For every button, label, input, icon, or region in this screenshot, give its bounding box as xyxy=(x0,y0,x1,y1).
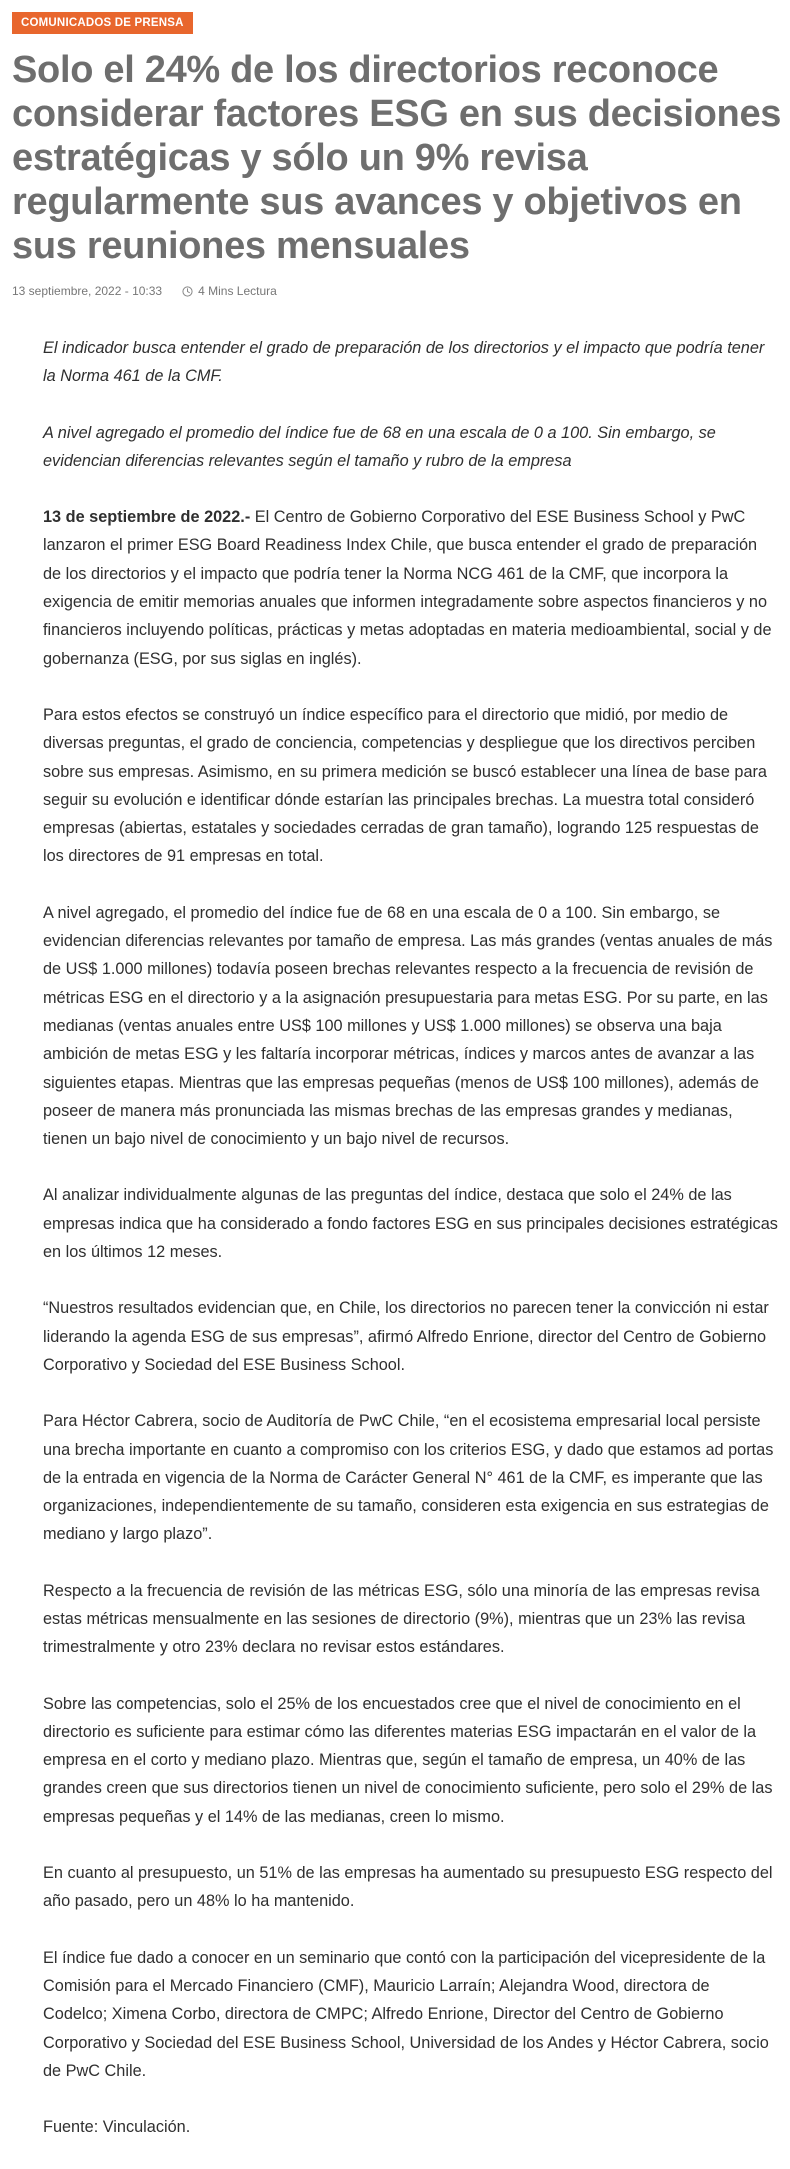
clock-icon xyxy=(182,286,193,297)
page-title: Solo el 24% de los directorios reconoce considerar factores ESG en sus decisiones estratégicas y sólo un 9% revisa regularmente sus avances y objetivos en sus reuniones mensuales xyxy=(12,49,782,267)
paragraph-9: En cuanto al presupuesto, un 51% de las empresas ha aumentado su presupuesto ESG respecto del año pasado, pero un 48% lo ha mantenido. xyxy=(43,1864,773,1911)
paragraph-6: Para Héctor Cabrera, socio de Auditoría de PwC Chile, “en el ecosistema empresarial local persiste una brecha importante en cuanto a compromiso con los criterios ESG, y dado que estamos ad portas de la entrada en vigencia de la Norma de Carácter General N° 461 de la CMF, es imperante que las organizaciones, independientemente de su tamaño, consideren esta exigencia en sus estrategias de mediano y largo plazo”. xyxy=(43,1412,774,1544)
source-line: Fuente: Vinculación. xyxy=(43,2118,191,2137)
paragraph-8: Sobre las competencias, solo el 25% de los encuestados cree que el nivel de conocimiento en el directorio es suficiente para estimar cómo las diferentes materias ESG impactarán en el valor de la empresa en el corto y mediano plazo. Mientras que, según el tamaño de empresa, un 40% de las grandes creen que sus directorios tienen un nivel de conocimiento suficiente, pero solo el 29% de las empresas pequeñas y el 14% de las medianas, creen lo mismo. xyxy=(43,1694,773,1826)
article-meta xyxy=(12,284,277,298)
lead-paragraph-2: A nivel agregado el promedio del índice fue de 68 en una escala de 0 a 100. Sin embargo, se evidencian diferencias relevantes según el tamaño y rubro de la empresa xyxy=(43,423,716,470)
paragraph-4: Al analizar individualmente algunas de las preguntas del índice, destaca que solo el 24% de las empresas indica que ha considerado a fondo factores ESG en sus principales decisiones estratégicas en los últimos 12 meses. xyxy=(43,1186,778,1262)
category-badge[interactable]: COMUNICADOS DE PRENSA xyxy=(12,12,193,34)
dateline: 13 de septiembre de 2022.- xyxy=(43,508,251,527)
paragraph-3: A nivel agregado, el promedio del índice fue de 68 en una escala de 0 a 100. Sin embargo, se evidencian diferencias relevantes por tamaño de empresa. Las más grandes (ventas anuales de más de US$ 1.000 millones) todavía poseen brechas relevantes respecto a la frecuencia de revisión de métricas ESG en el directorio y a la asignación presupuestaria para metas ESG. Por su parte, en las medianas (ventas anuales entre US$ 100 millones y US$ 1.000 millones) se observa una baja ambición de metas ESG y les faltaría incorporar métricas, índices y marcos antes de avanzar a las siguientes etapas. Mientras que las empresas pequeñas (menos de US$ 100 millones), además de poseer de manera más pronunciada las mismas brechas de las empresas grandes y medianas, tienen un bajo nivel de conocimiento y un bajo nivel de recursos. xyxy=(43,903,773,1149)
article-body xyxy=(43,334,778,2141)
paragraph-5: “Nuestros resultados evidencian que, en Chile, los directorios no parecen tener la convicción ni estar liderando la agenda ESG de sus empresas”, afirmó Alfredo Enrione, director del Centro de Gobierno Corporativo y Sociedad del ESE Business School. xyxy=(43,1299,769,1374)
publish-date: 13 septiembre, 2022 - 10:33 xyxy=(12,284,163,298)
paragraph-1-text: El Centro de Gobierno Corporativo del ESE Business School y PwC lanzaron el primer ESG Board Readiness Index Chile, que busca entender el grado de preparación de los directorios y el impacto que podría tener la Norma NCG 461 de la CMF, que incorpora la exigencia de emitir memorias anuales que informen integradamente sobre aspectos financieros y no financieros incluyendo políticas, prácticas y metas adoptadas en materia medioambiental, social y de gobernanza (ESG, por sus siglas en inglés). xyxy=(43,508,772,668)
paragraph-2: Para estos efectos se construyó un índice específico para el directorio que midió, por medio de diversas preguntas, el grado de conciencia, competencias y despliegue que los directivos perciben sobre sus empresas. Asimismo, en su primera medición se buscó establecer una línea de base para seguir su evolución e identificar dónde estarían las principales brechas. La muestra total consideró empresas (abiertas, estatales y sociedades cerradas de gran tamaño), logrando 125 respuestas de los directores de 91 empresas en total. xyxy=(43,705,767,866)
lead-paragraph-1: El indicador busca entender el grado de preparación de los directorios y el impacto que podría tener la Norma 461 de la CMF. xyxy=(43,339,765,386)
paragraph-1 xyxy=(43,503,778,673)
read-time: 4 Mins Lectura xyxy=(198,284,277,298)
paragraph-10: El índice fue dado a conocer en un seminario que contó con la participación del vicepresidente de la Comisión para el Mercado Financiero (CMF), Mauricio Larraín; Alejandra Wood, directora de Codelco; Ximena Corbo, directora de CMPC; Alfredo Enrione, Director del Centro de Gobierno Corporativo y Sociedad del ESE Business School, Universidad de los Andes y Héctor Cabrera, socio de PwC Chile. xyxy=(43,1948,769,2080)
paragraph-7: Respecto a la frecuencia de revisión de las métricas ESG, sólo una minoría de las empresas revisa estas métricas mensualmente en las sesiones de directorio (9%), mientras que un 23% las revisa trimestralmente y otro 23% declara no revisar estos estándares. xyxy=(43,1581,760,1657)
